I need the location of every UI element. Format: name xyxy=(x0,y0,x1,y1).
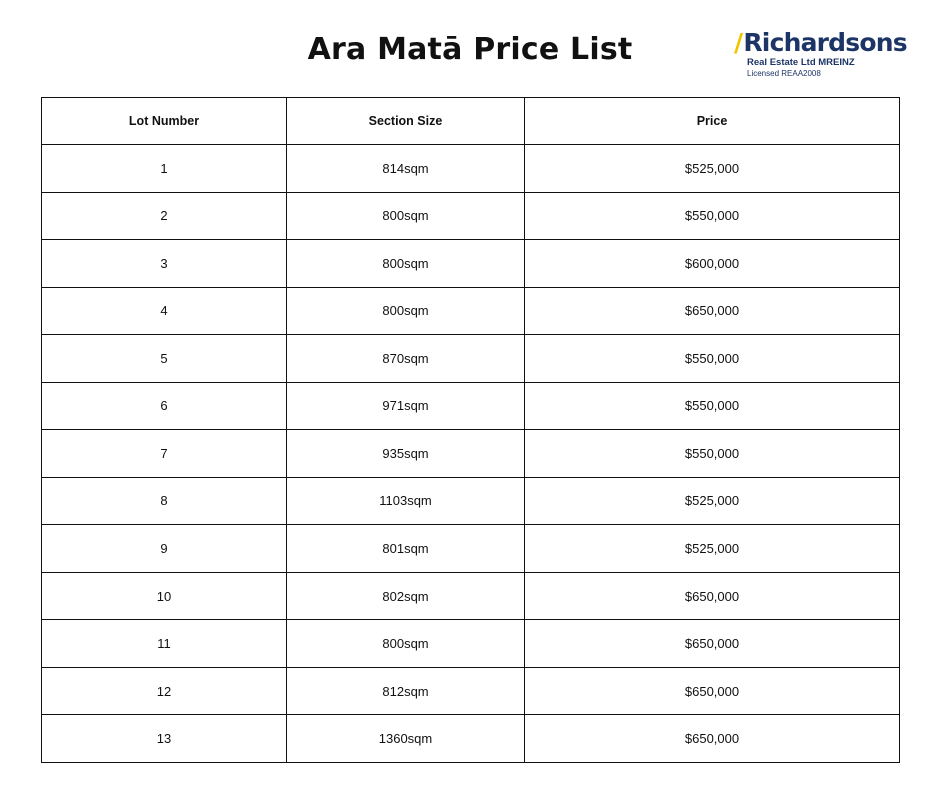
page-title: Ara Matā Price List xyxy=(307,32,633,67)
logo-brand xyxy=(734,28,907,58)
price-cell: $600,000 xyxy=(525,240,900,288)
lot-number-cell: 4 xyxy=(42,287,287,335)
section-size-cell: 971sqm xyxy=(287,382,525,430)
price-cell: $650,000 xyxy=(525,572,900,620)
table-row xyxy=(42,572,900,620)
section-size-cell: 802sqm xyxy=(287,572,525,620)
table-row xyxy=(42,192,900,240)
logo-license: Licensed REAA2008 xyxy=(747,69,821,78)
lot-number-cell: 10 xyxy=(42,572,287,620)
section-size-cell: 814sqm xyxy=(287,145,525,193)
price-cell: $550,000 xyxy=(525,382,900,430)
section-size-cell: 800sqm xyxy=(287,287,525,335)
header-price: Price xyxy=(525,98,900,145)
price-cell: $525,000 xyxy=(525,145,900,193)
lot-number-cell: 6 xyxy=(42,382,287,430)
table-row xyxy=(42,240,900,288)
table-row xyxy=(42,430,900,478)
section-size-cell: 800sqm xyxy=(287,240,525,288)
lot-number-cell: 3 xyxy=(42,240,287,288)
section-size-cell: 800sqm xyxy=(287,620,525,668)
lot-number-cell: 7 xyxy=(42,430,287,478)
richardsons-logo xyxy=(734,28,907,82)
lot-number-cell: 1 xyxy=(42,145,287,193)
price-cell: $525,000 xyxy=(525,477,900,525)
price-cell: $650,000 xyxy=(525,667,900,715)
price-cell: $650,000 xyxy=(525,287,900,335)
section-size-cell: 1103sqm xyxy=(287,477,525,525)
lot-number-cell: 8 xyxy=(42,477,287,525)
logo-subtitle: Real Estate Ltd MREINZ xyxy=(747,57,855,68)
section-size-cell: 800sqm xyxy=(287,192,525,240)
header-lot-number: Lot Number xyxy=(42,98,287,145)
price-cell: $550,000 xyxy=(525,430,900,478)
section-size-cell: 935sqm xyxy=(287,430,525,478)
logo-brand-name: Richardsons xyxy=(743,28,907,57)
table-header-row xyxy=(42,98,900,145)
table-row xyxy=(42,667,900,715)
lot-number-cell: 11 xyxy=(42,620,287,668)
lot-number-cell: 9 xyxy=(42,525,287,573)
header-section-size: Section Size xyxy=(287,98,525,145)
table-row xyxy=(42,287,900,335)
price-cell: $550,000 xyxy=(525,335,900,383)
section-size-cell: 812sqm xyxy=(287,667,525,715)
price-cell: $525,000 xyxy=(525,525,900,573)
price-table xyxy=(41,97,900,763)
price-cell: $550,000 xyxy=(525,192,900,240)
table-row xyxy=(42,477,900,525)
price-cell: $650,000 xyxy=(525,620,900,668)
section-size-cell: 801sqm xyxy=(287,525,525,573)
table-row xyxy=(42,145,900,193)
table-row xyxy=(42,715,900,763)
section-size-cell: 870sqm xyxy=(287,335,525,383)
lot-number-cell: 5 xyxy=(42,335,287,383)
price-cell: $650,000 xyxy=(525,715,900,763)
logo-slash-mark: / xyxy=(734,28,743,57)
table-row xyxy=(42,382,900,430)
lot-number-cell: 13 xyxy=(42,715,287,763)
table-row xyxy=(42,335,900,383)
section-size-cell: 1360sqm xyxy=(287,715,525,763)
table-row xyxy=(42,525,900,573)
lot-number-cell: 12 xyxy=(42,667,287,715)
table-row xyxy=(42,620,900,668)
lot-number-cell: 2 xyxy=(42,192,287,240)
